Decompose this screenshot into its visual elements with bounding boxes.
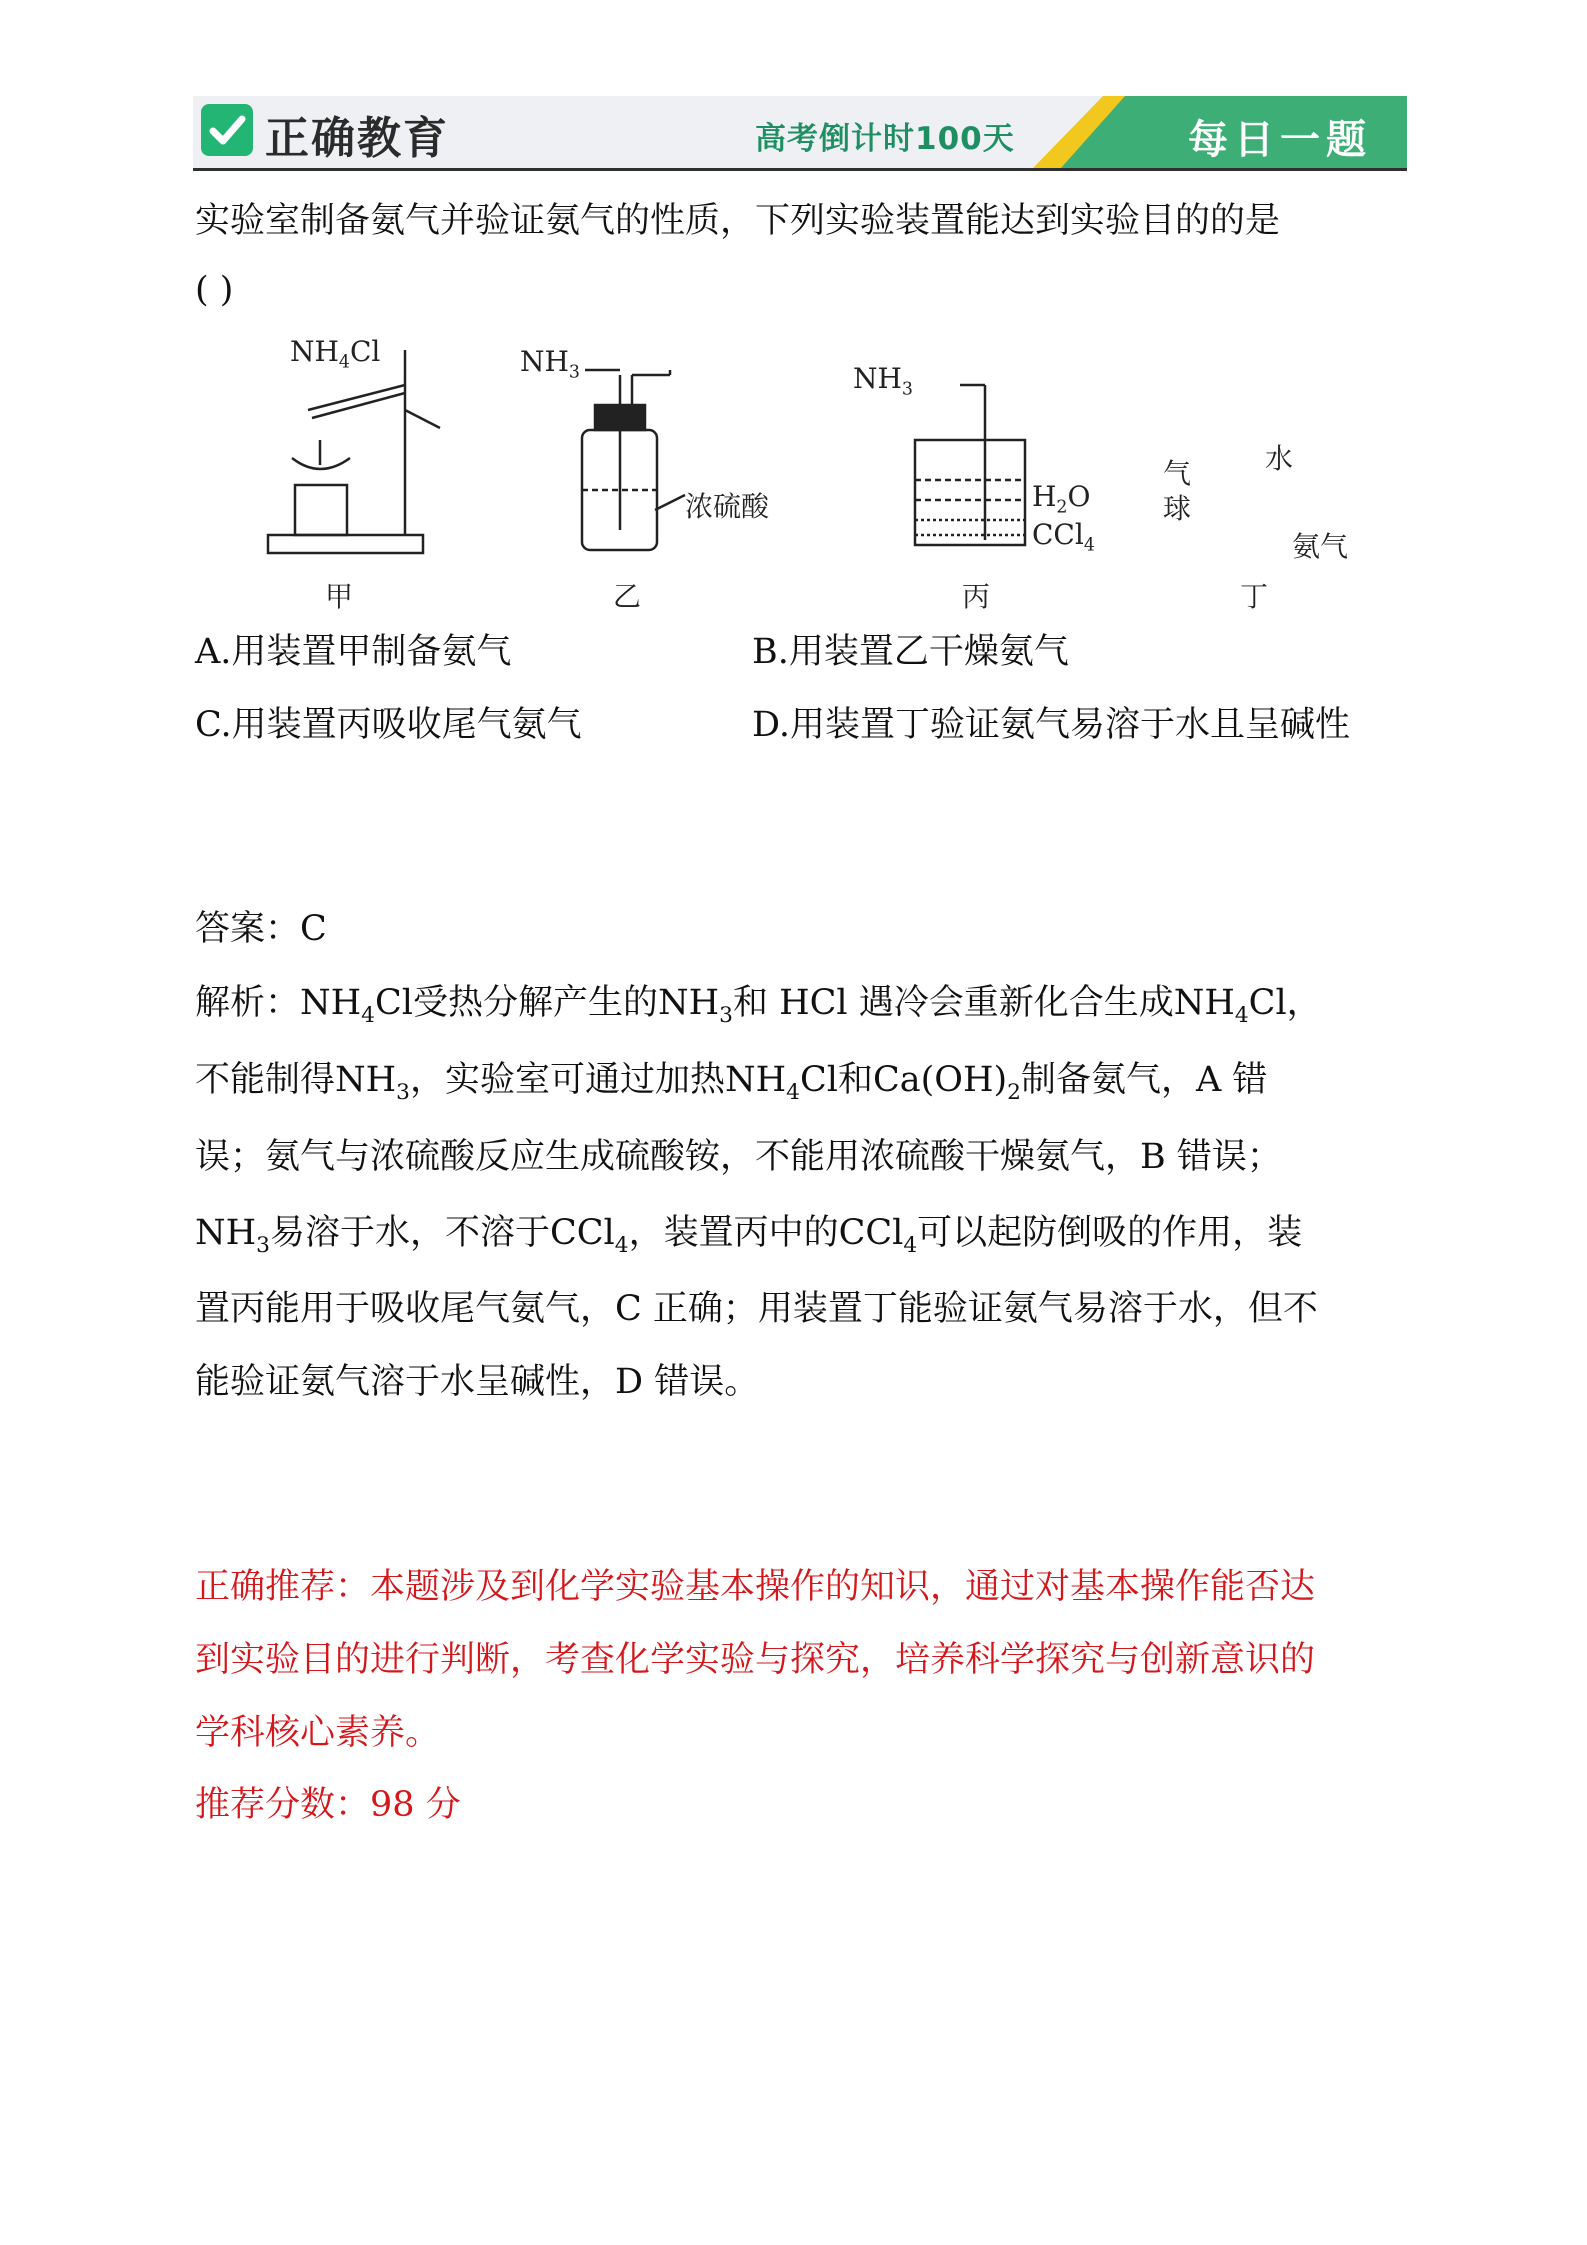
analysis-line-3: 误；氨气与浓硫酸反应生成硫酸铵，不能用浓硫酸干燥氨气，B 错误； — [195, 1137, 1282, 1177]
option-d: D.用装置丁验证氨气易溶于水且呈碱性 — [752, 705, 1350, 745]
label-ccl4: CCl$_4$ — [1032, 518, 1095, 556]
label-water: 水 — [1265, 442, 1294, 475]
option-c: C.用装置丙吸收尾气氨气 — [195, 705, 582, 745]
option-a: A.用装置甲制备氨气 — [195, 632, 512, 672]
label-nh4cl: $NH_4Cl$ — [290, 335, 381, 373]
label-balloon-2: 球 — [1163, 492, 1192, 525]
option-b: B.用装置乙干燥氨气 — [752, 632, 1069, 672]
recommend-line-3: 学科核心素养。 — [195, 1713, 441, 1753]
header-divider — [193, 168, 1407, 171]
question-stem: 实验室制备氨气并验证氨气的性质，下列实验装置能达到实验目的的是 — [195, 201, 1281, 241]
analysis-line-2: 不能制得$NH_3$，实验室可通过加热$NH_4Cl$和$Ca(OH)_2$制备氨气，A 错 — [195, 1060, 1268, 1105]
analysis-line-4: $NH_3$易溶于水，不溶于CCl$_4$，装置丙中的CCl$_4$可以起防倒吸的作用，装 — [195, 1213, 1303, 1258]
check-logo-icon — [201, 104, 253, 156]
page-header — [193, 96, 1407, 172]
label-ammonia: 氨气 — [1292, 530, 1349, 563]
countdown-text: 高考倒计时100天 — [755, 121, 1015, 157]
caption-jia: 甲 — [325, 580, 354, 613]
brand-name: 正确教育 — [265, 113, 449, 164]
daily-question-label: 每日一题 — [1188, 117, 1372, 163]
answer-bracket: ( ) — [195, 270, 234, 310]
label-balloon-1: 气 — [1163, 457, 1192, 490]
analysis-line-6: 能验证氨气溶于水呈碱性，D 错误。 — [195, 1362, 760, 1402]
answer-line: 答案：C — [195, 909, 327, 949]
analysis-line-1: 解析：$NH_4Cl$受热分解产生的$NH_3$和 HCl 遇冷会重新化合生成$NH_4Cl$， — [195, 983, 1322, 1028]
label-nh3-yi: $NH_3$ — [520, 345, 580, 383]
caption-bing: 丙 — [962, 580, 991, 613]
recommend-line-1: 正确推荐：本题涉及到化学实验基本操作的知识，通过对基本操作能否达 — [195, 1567, 1316, 1607]
recommend-line-2: 到实验目的进行判断，考查化学实验与探究，培养科学探究与创新意识的 — [195, 1640, 1316, 1680]
label-water-h2o: $H_2O$ — [1032, 480, 1091, 518]
recommend-score: 推荐分数：98 分 — [195, 1785, 461, 1825]
label-nh3-bing: $NH_3$ — [853, 362, 913, 400]
caption-ding: 丁 — [1240, 580, 1269, 613]
label-conc-sulfuric-acid: 浓硫酸 — [685, 490, 770, 523]
analysis-line-5: 置丙能用于吸收尾气氨气，C 正确；用装置丁能验证氨气易溶于水，但不 — [195, 1289, 1318, 1329]
caption-yi: 乙 — [613, 580, 642, 613]
apparatus-figure — [200, 330, 1160, 614]
